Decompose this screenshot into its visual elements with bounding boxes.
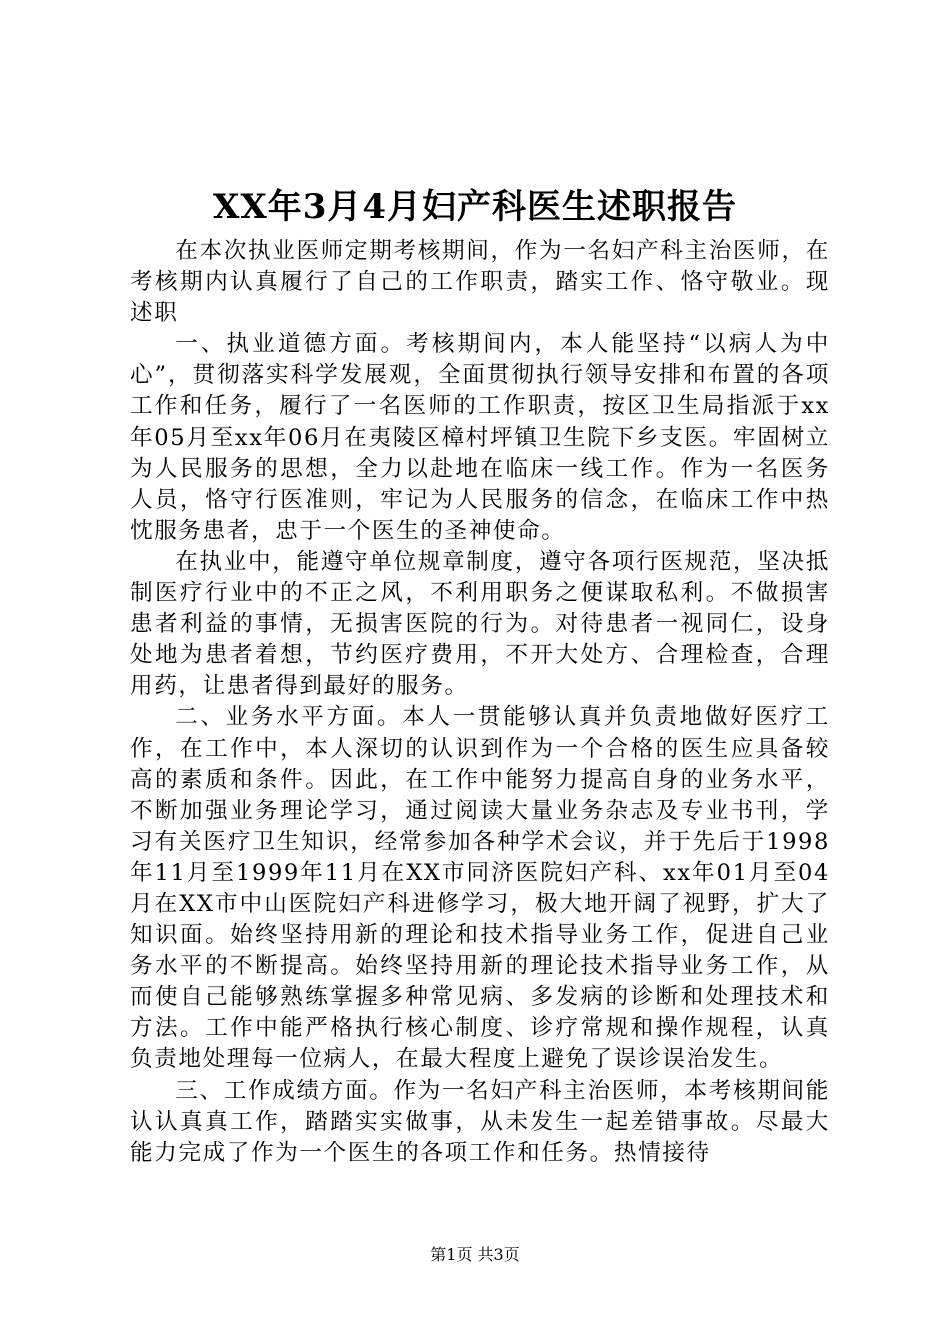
page-footer: 第1页 共3页 (430, 1245, 520, 1264)
paragraph-skills: 二、业务水平方面。本人一贯能够认真并负责地做好医疗工作，在工作中，本人深切的认识到作为一个合格的医生应具备较高的素质和条件。因此，在工作中能努力提高自身的业务水平，不断加强业务理论学习，通过阅读大量业务杂志及专业书刊，学习有关医疗卫生知识，经常参加各种学术会议，并于先后于1998年11月至1999年11月在XX市同济医院妇产科、xx年01月至04月在XX市中山医院妇产科进修学习，极大地开阔了视野，扩大了知识面。始终坚持用新的理论和技术指导业务工作，促进自己业务水平的不断提高。始终坚持用新的理论技术指导业务工作，从而使自己能够熟练掌握多种常见病、多发病的诊断和处理技术和方法。工作中能严格执行核心制度、诊疗常规和操作规程，认真负责地处理每一位病人，在最大程度上避免了误诊误治发生。 (130, 704, 830, 1073)
paragraph-ethics: 一、执业道德方面。考核期间内，本人能坚持“以病人为中心”，贯彻落实科学发展观，全面贯彻执行领导安排和布置的各项工作和任务，履行了一名医师的工作职责，按区卫生局指派于xx年05月至xx年06月在夷陵区樟村坪镇卫生院下乡支医。牢固树立为人民服务的思想，全力以赴地在临床一线工作。作为一名医务人员，恪守行医准则，牢记为人民服务的信念，在临床工作中热忱服务患者，忠于一个医生的圣神使命。 (130, 331, 830, 544)
document-title: XX年3月4月妇产科医生述职报告 (212, 187, 738, 227)
paragraph-intro: 在本次执业医师定期考核期间，作为一名妇产科主治医师，在考核期内认真履行了自己的工作职责，踏实工作、恪守敬业。现述职 (130, 238, 830, 327)
paragraph-conduct: 在执业中，能遵守单位规章制度，遵守各项行医规范，坚决抵制医疗行业中的不正之风，不利用职务之便谋取私利。不做损害患者利益的事情，无损害医院的行为。对待患者一视同仁，设身处地为患者着想，节约医疗费用，不开大处方、合理检查，合理用药，让患者得到最好的服务。 (130, 548, 830, 700)
paragraph-achievements: 三、工作成绩方面。作为一名妇产科主治医师，本考核期间能认认真真工作，踏踏实实做事，从未发生一起差错事故。尽最大能力完成了作为一个医生的各项工作和任务。热情接待 (130, 1077, 830, 1166)
document-body (130, 236, 830, 1169)
